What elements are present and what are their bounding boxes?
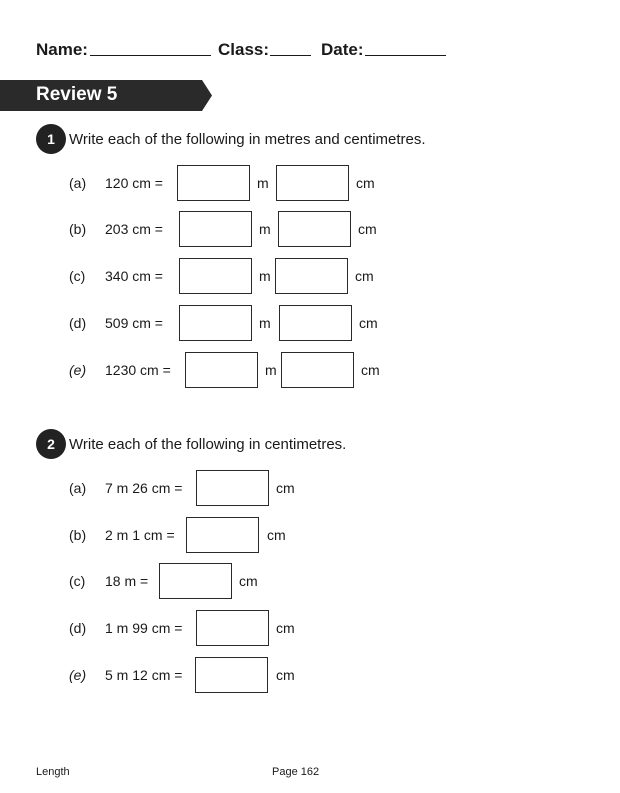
q2-b-cm-unit: cm — [267, 527, 286, 543]
q2-b-answer-box[interactable] — [186, 517, 259, 553]
q1-d-label: (d) — [69, 315, 87, 331]
q2-b-expression: 2 m 1 cm = — [105, 527, 175, 543]
question-2-badge: 2 — [36, 429, 66, 459]
q2-d-answer-box[interactable] — [196, 610, 269, 646]
q2-e-answer-box[interactable] — [195, 657, 268, 693]
q2-b-label: (b) — [69, 527, 87, 543]
q2-d-label: (d) — [69, 620, 87, 636]
review-title: Review 5 — [36, 84, 118, 105]
q1-b-label: (b) — [69, 221, 87, 237]
q1-d-cm-unit: cm — [359, 315, 378, 331]
q1-d-m-unit: m — [259, 315, 271, 331]
q1-a-m-unit: m — [257, 175, 269, 191]
q1-b-metres-box[interactable] — [179, 211, 252, 247]
q1-c-expression: 340 cm = — [105, 268, 163, 284]
q1-a-metres-box[interactable] — [177, 165, 250, 201]
footer-topic: Length — [36, 766, 70, 778]
name-field[interactable] — [90, 55, 211, 56]
q2-a-expression: 7 m 26 cm = — [105, 480, 183, 496]
q1-a-cm-unit: cm — [356, 175, 375, 191]
q2-d-cm-unit: cm — [276, 620, 295, 636]
q1-d-centimetres-box[interactable] — [279, 305, 352, 341]
q2-e-label: (e) — [69, 667, 87, 683]
q1-a-expression: 120 cm = — [105, 175, 163, 191]
q1-e-m-unit: m — [265, 362, 277, 378]
q1-c-m-unit: m — [259, 268, 271, 284]
footer-page-number: Page 162 — [272, 766, 320, 778]
q1-c-metres-box[interactable] — [179, 258, 252, 294]
q2-c-expression: 18 m = — [105, 573, 149, 589]
q1-b-centimetres-box[interactable] — [278, 211, 351, 247]
q2-a-cm-unit: cm — [276, 480, 295, 496]
q1-b-m-unit: m — [259, 221, 271, 237]
class-label: Class: — [218, 40, 270, 59]
q1-b-cm-unit: cm — [358, 221, 377, 237]
date-field[interactable] — [365, 55, 446, 56]
q1-d-expression: 509 cm = — [105, 315, 163, 331]
q1-a-label: (a) — [69, 175, 87, 191]
q2-d-expression: 1 m 99 cm = — [105, 620, 183, 636]
class-field[interactable] — [270, 55, 311, 56]
date-label: Date: — [321, 40, 364, 59]
q1-a-centimetres-box[interactable] — [276, 165, 349, 201]
q1-e-centimetres-box[interactable] — [281, 352, 354, 388]
q2-c-cm-unit: cm — [239, 573, 258, 589]
name-label: Name: — [36, 40, 88, 59]
q1-b-expression: 203 cm = — [105, 221, 163, 237]
q1-e-expression: 1230 cm = — [105, 362, 171, 378]
question-2-instruction: Write each of the following in centimetres. — [69, 436, 347, 453]
q2-e-cm-unit: cm — [276, 667, 295, 683]
q2-a-label: (a) — [69, 480, 87, 496]
q1-c-centimetres-box[interactable] — [275, 258, 348, 294]
q2-c-answer-box[interactable] — [159, 563, 232, 599]
question-1-badge: 1 — [36, 124, 66, 154]
q1-e-label: (e) — [69, 362, 87, 378]
q2-a-answer-box[interactable] — [196, 470, 269, 506]
q1-c-cm-unit: cm — [355, 268, 374, 284]
q2-c-label: (c) — [69, 573, 86, 589]
q1-e-metres-box[interactable] — [185, 352, 258, 388]
q1-c-label: (c) — [69, 268, 86, 284]
q1-e-cm-unit: cm — [361, 362, 380, 378]
question-1-instruction: Write each of the following in metres and centimetres. — [69, 131, 426, 148]
q1-d-metres-box[interactable] — [179, 305, 252, 341]
q2-e-expression: 5 m 12 cm = — [105, 667, 183, 683]
